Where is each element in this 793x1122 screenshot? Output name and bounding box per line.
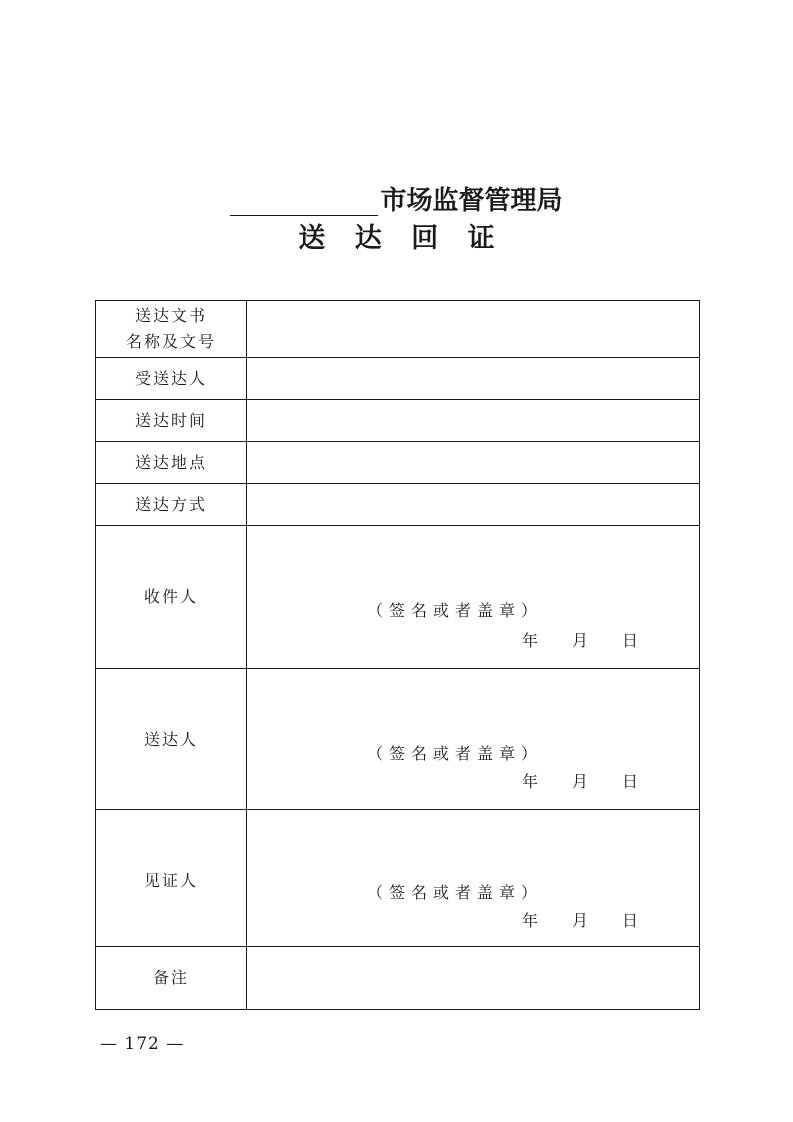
document-subtitle: 送 达 回 证 bbox=[298, 223, 505, 254]
date-year: 年 bbox=[522, 911, 539, 930]
row-service-time bbox=[96, 400, 700, 442]
label-server-text: 送达人 bbox=[143, 730, 198, 749]
date-year: 年 bbox=[522, 631, 539, 650]
signature-note: （签名或者盖章） bbox=[367, 601, 544, 620]
field-document-name[interactable] bbox=[247, 301, 700, 358]
label-receiver bbox=[96, 526, 247, 669]
signature-note: （签名或者盖章） bbox=[367, 883, 544, 902]
label-witness bbox=[96, 810, 247, 947]
agency-name-blank[interactable] bbox=[230, 187, 378, 216]
service-receipt-table bbox=[95, 300, 700, 1010]
row-receiver bbox=[96, 526, 700, 669]
field-service-time[interactable] bbox=[247, 400, 700, 442]
field-server-signature[interactable] bbox=[247, 669, 700, 810]
date-day: 日 bbox=[622, 772, 639, 791]
field-remarks[interactable] bbox=[247, 947, 700, 1010]
row-service-place bbox=[96, 442, 700, 484]
label-document-name bbox=[96, 301, 247, 358]
field-receiver-signature[interactable] bbox=[247, 526, 700, 669]
document-title-text: 市场监督管理局 bbox=[380, 186, 563, 216]
label-service-place: 送达地点 bbox=[96, 442, 247, 484]
date-month: 月 bbox=[572, 631, 589, 650]
page-number: — 172 — bbox=[100, 1034, 185, 1054]
field-service-place[interactable] bbox=[247, 442, 700, 484]
date-day: 日 bbox=[622, 631, 639, 650]
label-service-method: 送达方式 bbox=[96, 484, 247, 526]
label-witness-text: 见证人 bbox=[143, 871, 198, 890]
label-receiver-text: 收件人 bbox=[143, 587, 198, 606]
field-witness-signature[interactable] bbox=[247, 810, 700, 947]
label-server bbox=[96, 669, 247, 810]
signature-date bbox=[522, 769, 638, 792]
label-recipient: 受送达人 bbox=[96, 358, 247, 400]
label-service-time: 送达时间 bbox=[96, 400, 247, 442]
document-title bbox=[0, 180, 793, 216]
row-document-name bbox=[96, 301, 700, 358]
date-day: 日 bbox=[622, 911, 639, 930]
label-document-name-line1: 送达文书 bbox=[134, 306, 207, 325]
date-year: 年 bbox=[522, 772, 539, 791]
row-service-method bbox=[96, 484, 700, 526]
date-month: 月 bbox=[572, 772, 589, 791]
row-recipient bbox=[96, 358, 700, 400]
row-remarks bbox=[96, 947, 700, 1010]
field-service-method[interactable] bbox=[247, 484, 700, 526]
field-recipient[interactable] bbox=[247, 358, 700, 400]
row-server bbox=[96, 669, 700, 810]
date-month: 月 bbox=[572, 911, 589, 930]
label-remarks: 备注 bbox=[96, 947, 247, 1010]
signature-date bbox=[522, 908, 638, 931]
signature-note: （签名或者盖章） bbox=[367, 744, 544, 763]
label-document-name-line2: 名称及文号 bbox=[125, 332, 216, 351]
signature-date bbox=[522, 628, 638, 651]
row-witness bbox=[96, 810, 700, 947]
